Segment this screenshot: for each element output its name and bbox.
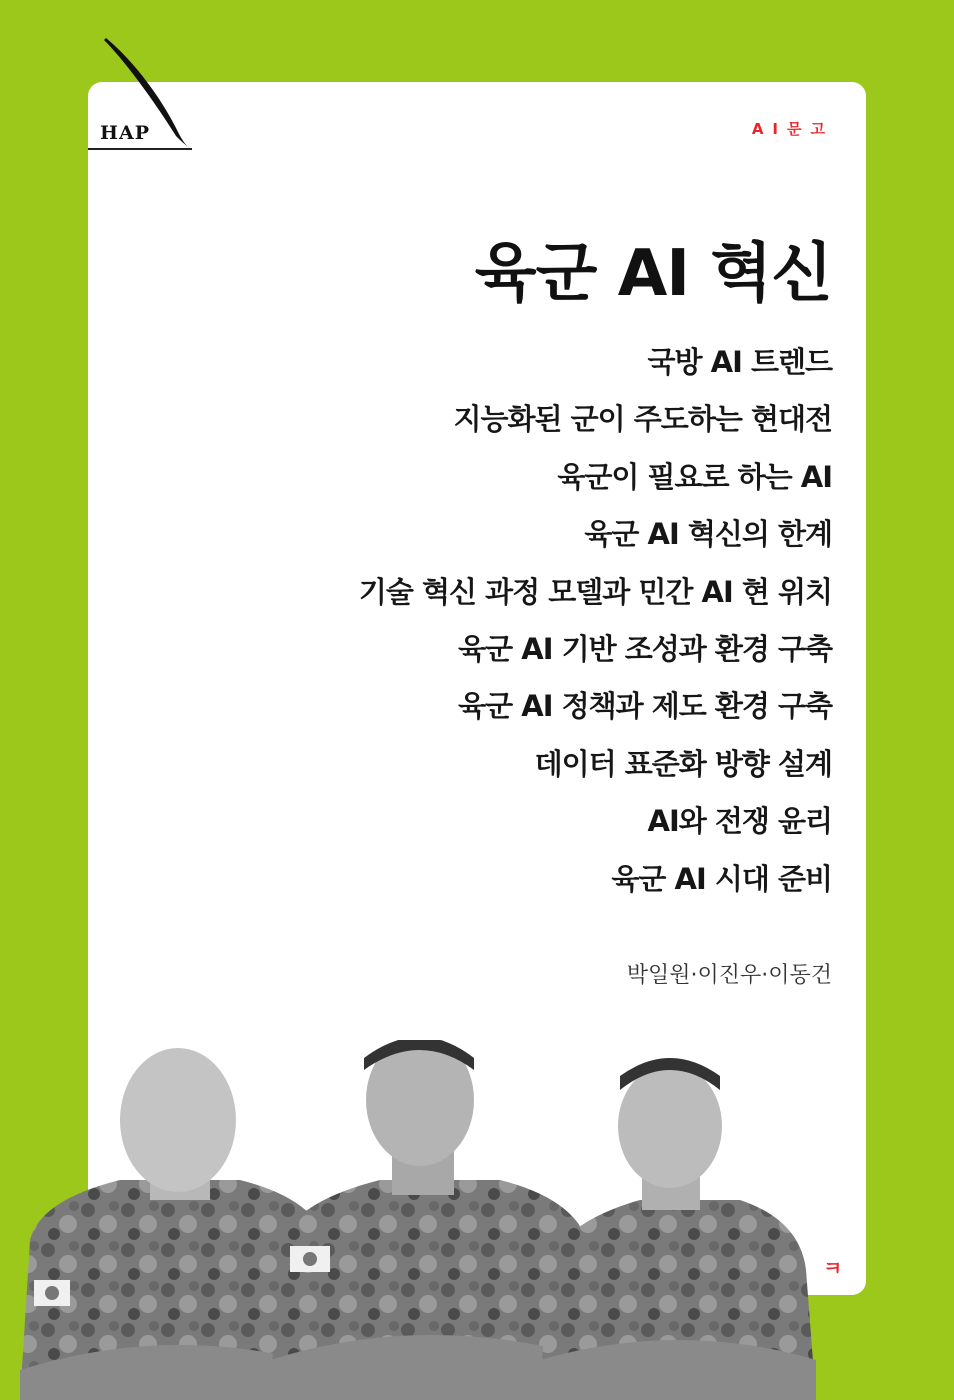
authors: 박일원·이진우·이동건 [626,963,832,988]
toc-item: 육군 AI 기반 조성과 환경 구축 [458,631,832,666]
toc-list [359,340,832,914]
publisher-logo [88,36,198,156]
toc-item: 지능화된 군이 주도하는 현대전 [453,402,832,437]
toc-item: 기술 혁신 과정 모델과 민간 AI 현 위치 [358,574,832,609]
toc-item: 육군 AI 시대 준비 [611,861,832,896]
toc-item: 육군 AI 혁신의 한계 [584,517,832,552]
toc-item: 육군 AI 정책과 제도 환경 구축 [458,689,832,724]
person-right [540,1058,816,1400]
logo-rule [88,148,192,150]
series-label: AI문고 [751,120,834,138]
publisher-logo-text: HAP [100,122,150,144]
toc-item: 육군이 필요로 하는 AI [557,459,832,494]
toc-item: 데이터 표준화 방향 설계 [534,746,832,781]
publisher-mark: ㅋ [823,1256,843,1280]
toc-item: AI와 전쟁 윤리 [647,804,832,839]
authors-photo [0,1040,954,1400]
book-title: 육군 AI 혁신 [474,237,832,311]
toc-item: 국방 AI 트렌드 [647,345,832,379]
